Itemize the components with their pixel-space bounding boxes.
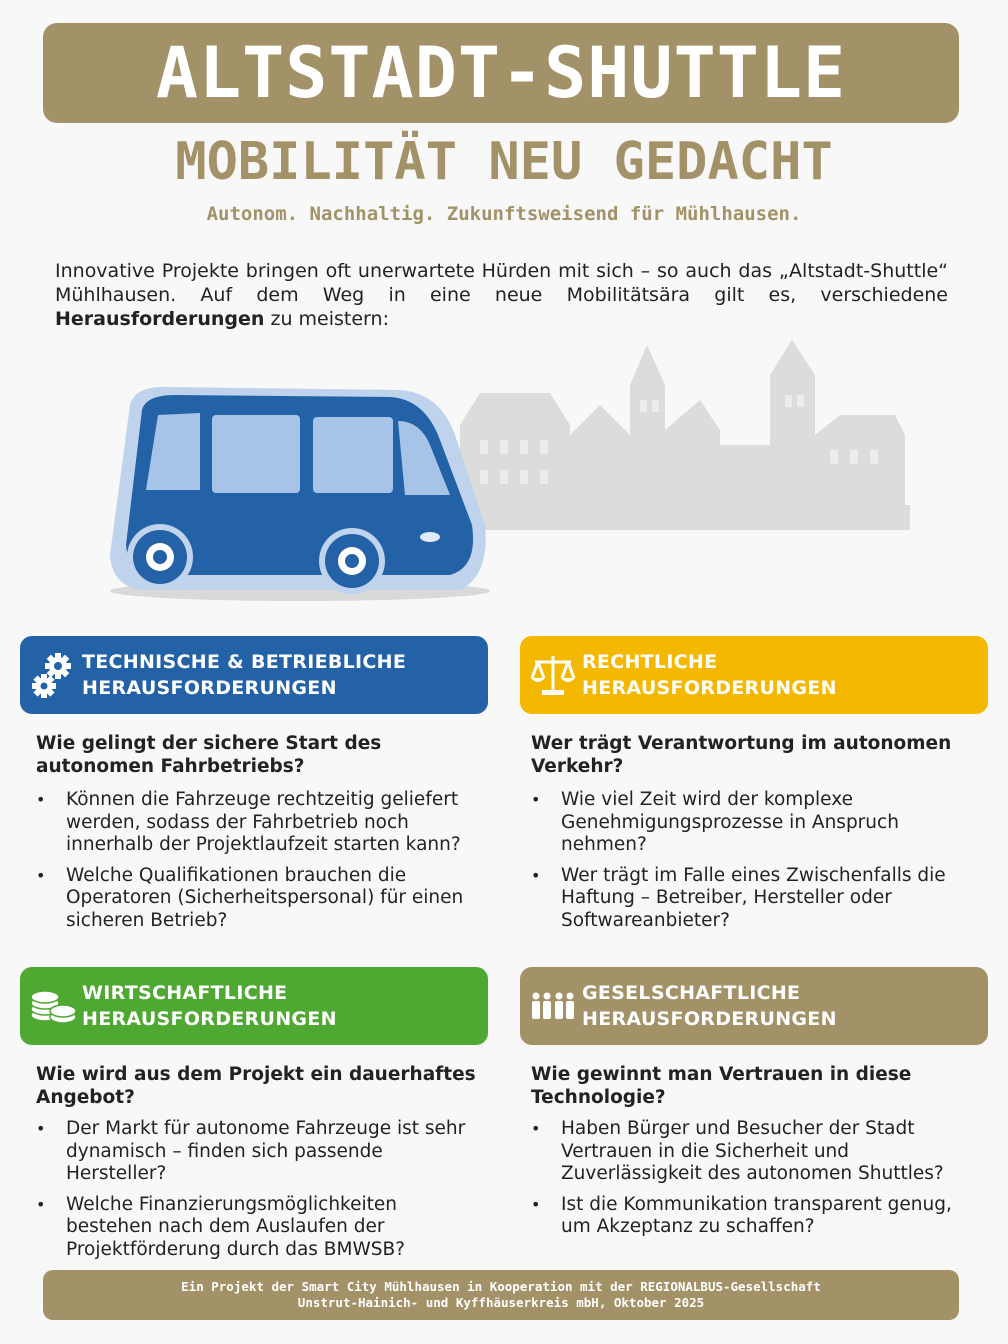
title-banner	[43, 23, 959, 123]
scales-icon	[524, 652, 582, 698]
footer-line: Unstrut-Hainich- und Kyffhäuserkreis mbH, Oktober 2025	[297, 1295, 705, 1310]
section-economic-header	[20, 967, 488, 1045]
intro-text-end: zu meistern:	[264, 308, 389, 330]
section-economic-question: Wie wird aus dem Projekt ein dauerhaftes Angebot?	[36, 1064, 476, 1108]
page-title: ALTSTADT-SHUTTLE	[155, 32, 847, 114]
section-economic-title	[82, 980, 337, 1032]
people-icon	[524, 991, 582, 1021]
list-item: • Der Markt für autonome Fahrzeuge ist sehr dynamisch – finden sich passende Hersteller?	[36, 1118, 481, 1186]
section-technical-question: Wie gelingt der sichere Start des autonomen Fahrbetriebs?	[36, 733, 382, 777]
section-technical-list	[36, 789, 481, 940]
tagline: Autonom. Nachhaltig. Zukunftsweisend für Mühlhausen.	[206, 203, 802, 225]
list-item: • Wie viel Zeit wird der komplexe Genehmigungsprozesse in Anspruch nehmen?	[531, 789, 971, 857]
heading-line: TECHNISCHE & BETRIEBLICHE	[82, 651, 407, 673]
list-item: • Wer trägt im Falle eines Zwischenfalls die Haftung – Betreiber, Hersteller oder Softwareanbieter?	[531, 865, 971, 933]
heading-line: HERAUSFORDERUNGEN	[82, 1008, 337, 1030]
section-social-question: Wie gewinnt man Vertrauen in diese Technologie?	[531, 1064, 912, 1108]
heading-line: HERAUSFORDERUNGEN	[582, 677, 837, 699]
intro-paragraph	[55, 259, 948, 331]
section-legal-title	[582, 649, 837, 701]
heading-line: GESELSCHAFTLICHE	[582, 982, 801, 1004]
section-economic-list	[36, 1118, 481, 1269]
heading-line: WIRTSCHAFTLICHE	[82, 982, 288, 1004]
section-social-title	[582, 980, 837, 1032]
section-legal-question: Wer trägt Verantwortung im autonomen Verkehr?	[531, 733, 952, 777]
heading-line: HERAUSFORDERUNGEN	[582, 1008, 837, 1030]
heading-line: RECHTLICHE	[582, 651, 718, 673]
old-town-silhouette-icon	[455, 340, 910, 530]
section-social-header	[520, 967, 988, 1045]
list-item: • Können die Fahrzeuge rechtzeitig geliefert werden, sodass der Fahrbetrieb noch innerhalb der Projektlaufzeit starten kann?	[36, 789, 481, 857]
section-legal-list	[531, 789, 971, 940]
list-item: • Welche Qualifikationen brauchen die Operatoren (Sicherheitspersonal) für einen sicheren Betrieb?	[36, 865, 481, 933]
heading-line: HERAUSFORDERUNGEN	[82, 677, 337, 699]
page-subtitle: MOBILITÄT NEU GEDACHT	[175, 132, 833, 192]
footer-line: Ein Projekt der Smart City Mühlhausen in Kooperation mit der REGIONALBUS-Gesellschaft	[181, 1279, 821, 1294]
section-technical-title	[82, 649, 406, 701]
coins-icon	[24, 985, 82, 1027]
list-item: • Haben Bürger und Besucher der Stadt Vertrauen in die Sicherheit und Zuverlässigkeit des autonomen Shuttles?	[531, 1118, 971, 1186]
section-legal-header	[520, 636, 988, 714]
gears-icon	[24, 650, 82, 700]
shuttle-illustration	[100, 335, 940, 610]
section-technical-header	[20, 636, 488, 714]
footer	[43, 1270, 959, 1320]
wheel-icon	[127, 524, 193, 590]
intro-text: Innovative Projekte bringen oft unerwartete Hürden mit sich – so auch das „Altstadt-Shuttle“ Mühlhausen. Auf dem Weg in eine neue Mobilitätsära gilt es, verschiedene	[55, 260, 948, 306]
intro-bold: Herausforderungen	[55, 308, 265, 330]
section-social-list	[531, 1118, 971, 1247]
list-item: • Welche Finanzierungsmöglichkeiten bestehen nach dem Auslaufen der Projektförderung durch das BMWSB?	[36, 1194, 481, 1262]
list-item: • Ist die Kommunikation transparent genug, um Akzeptanz zu schaffen?	[531, 1194, 971, 1239]
